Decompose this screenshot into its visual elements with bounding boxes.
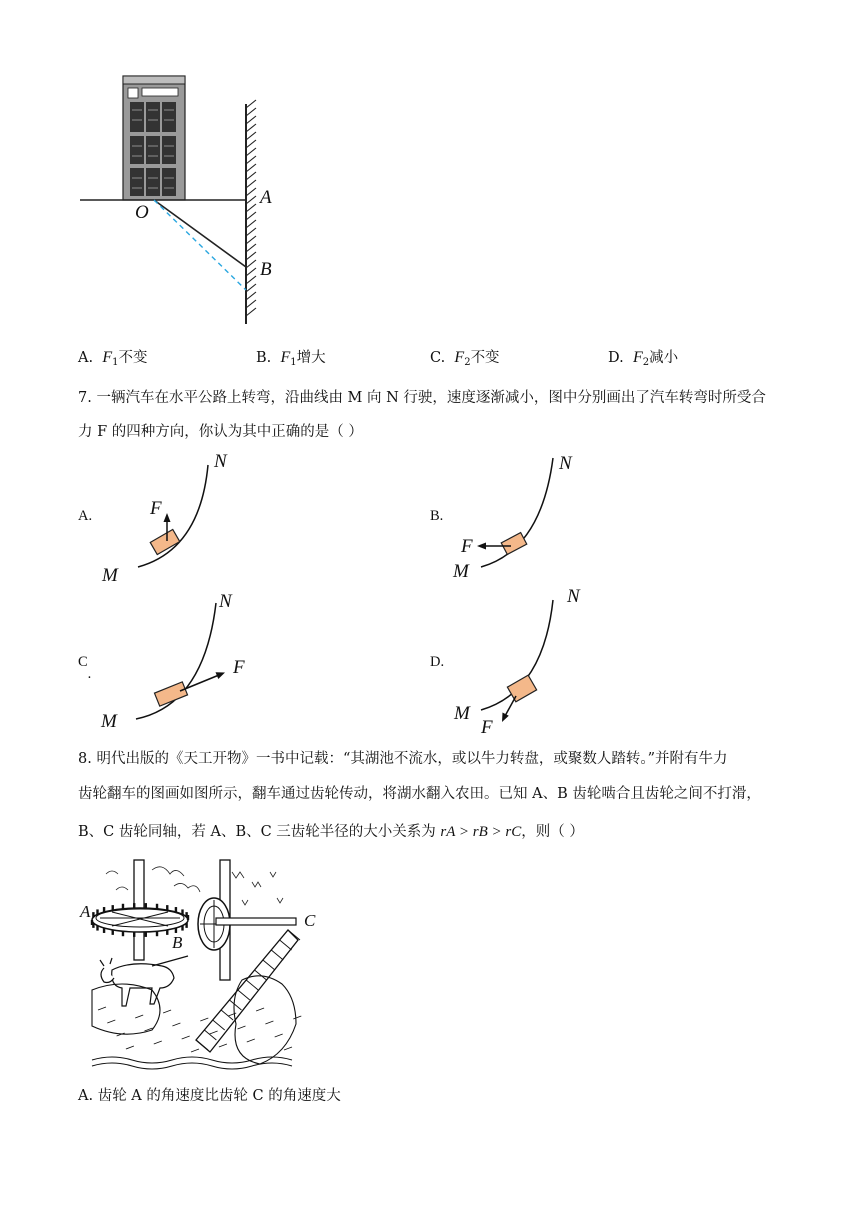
q8-stem-line1: 8. 明代出版的《天工开物》一书中记载：“其湖池不流水，或以牛力转盘，或聚数人踏转。”并附有牛力 <box>78 751 728 767</box>
q8-stem-line3: B、C 齿轮同轴，若 A、B、C 三齿轮半径的大小关系为 rA > rB > rC，则（ ） <box>78 824 584 840</box>
q8-option-a[interactable]: A. 齿轮 A 的角速度比齿轮 C 的角速度大 <box>78 1088 341 1104</box>
q8-stem-line2: 齿轮翻车的图画如图所示，翻车通过齿轮传动，将湖水翻入农田。已知 A、B 齿轮啮合且齿轮之间不打滑， <box>78 786 761 802</box>
q7d-label-N: N <box>567 586 580 607</box>
q7-stem-line2: 力 F 的四种方向，你认为其中正确的是（ ） <box>78 424 363 440</box>
q7d-label-F: F <box>481 717 493 738</box>
q7b-label-F: F <box>461 536 473 557</box>
strut-dashed <box>154 200 246 290</box>
q7c-label-F: F <box>233 657 245 678</box>
q7-option-a-figure[interactable] <box>100 455 240 585</box>
q7-option-b-letter[interactable]: B. <box>430 508 444 524</box>
q7c-label-M: M <box>101 711 117 732</box>
label-O: O <box>135 202 149 223</box>
q7-option-d-letter[interactable]: D. <box>430 654 445 670</box>
q7-option-d-figure[interactable] <box>455 590 595 740</box>
q7-option-a-letter[interactable]: A. <box>78 508 93 524</box>
q7-option-b-figure[interactable] <box>455 450 595 580</box>
q6-option-c[interactable]: C. $F_2$不变 <box>430 349 500 368</box>
label-A: A <box>260 187 272 208</box>
q7d-label-M: M <box>454 703 470 724</box>
q7c-label-N: N <box>219 591 232 612</box>
q8-label-B: B <box>172 933 183 952</box>
figure-wall-support <box>70 70 290 340</box>
strut-OB <box>154 200 246 267</box>
q6-option-b[interactable]: B. $F_1$增大 <box>256 349 326 368</box>
radius-inequality: rA > rB > rC <box>440 824 522 840</box>
q7a-label-F: F <box>150 498 162 519</box>
q7b-label-N: N <box>559 453 572 474</box>
q6-option-d[interactable]: D. $F_2$减小 <box>608 349 679 368</box>
wall-hatching <box>246 100 256 316</box>
label-B: B <box>260 259 272 280</box>
q8-woodcut-illustration <box>92 860 302 1072</box>
q7a-label-M: M <box>102 565 118 586</box>
q8-label-C: C <box>304 911 316 930</box>
q6-option-a[interactable]: A. $F_1$不变 <box>78 349 148 368</box>
q7-option-c-letter[interactable]: C. <box>78 654 92 682</box>
q7b-label-M: M <box>453 561 469 582</box>
q8-label-A: A <box>80 902 91 921</box>
q7-stem-line1: 7. 一辆汽车在水平公路上转弯，沿曲线由 M 向 N 行驶，速度逐渐减小，图中分别画出了汽车转弯时所受合 <box>78 390 766 406</box>
q7a-label-N: N <box>214 451 227 472</box>
